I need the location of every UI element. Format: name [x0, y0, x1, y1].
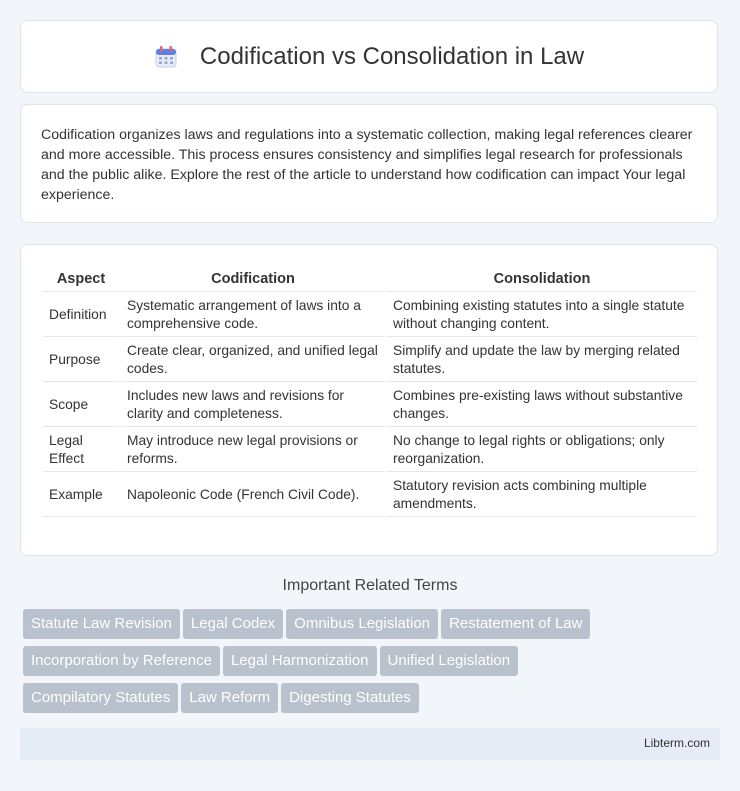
- table-cell: Combines pre-existing laws without substantive changes.: [387, 384, 697, 427]
- intro-text: Codification organizes laws and regulations into a systematic collection, making legal references clearer and more accessible. This process ensures consistency and simplifies legal research for professionals and the public alike. Explore the rest of the article to understand how codification can impact Your legal experience.: [41, 127, 693, 203]
- column-header: Aspect: [43, 267, 119, 292]
- related-term-tag[interactable]: Statute Law Revision: [23, 609, 180, 639]
- table-cell: Legal Effect: [43, 429, 119, 472]
- table-cell: Scope: [43, 384, 119, 427]
- table-cell: Napoleonic Code (French Civil Code).: [121, 474, 385, 517]
- related-term-tag[interactable]: Compilatory Statutes: [23, 683, 178, 713]
- related-term-tag[interactable]: Restatement of Law: [441, 609, 590, 639]
- table-cell: Combining existing statutes into a single statute without changing content.: [387, 294, 697, 337]
- table-cell: Includes new laws and revisions for clarity and completeness.: [121, 384, 385, 427]
- table-cell: Purpose: [43, 339, 119, 382]
- table-row: [43, 474, 697, 517]
- table-row: [43, 384, 697, 427]
- related-term-tag[interactable]: Incorporation by Reference: [23, 646, 220, 676]
- table-cell: Example: [43, 474, 119, 517]
- related-term-tag[interactable]: Legal Codex: [183, 609, 283, 639]
- comparison-card: [20, 244, 718, 556]
- table-cell: No change to legal rights or obligations; only reorganization.: [387, 429, 697, 472]
- column-header: Codification: [121, 267, 385, 292]
- related-term-tag[interactable]: Law Reform: [181, 683, 278, 713]
- header-card: [20, 20, 718, 93]
- table-row: [43, 429, 697, 472]
- footer-link[interactable]: Libterm.com: [643, 736, 710, 750]
- table-cell: Simplify and update the law by merging related statutes.: [387, 339, 697, 382]
- table-cell: Create clear, organized, and unified legal codes.: [121, 339, 385, 382]
- related-term-tag[interactable]: Legal Harmonization: [223, 646, 377, 676]
- table-cell: Systematic arrangement of laws into a comprehensive code.: [121, 294, 385, 337]
- table-header-row: [43, 267, 697, 292]
- related-term-tag[interactable]: Unified Legislation: [380, 646, 519, 676]
- table-cell: Statutory revision acts combining multiple amendments.: [387, 474, 697, 517]
- related-terms-list: [23, 609, 723, 720]
- table-cell: Definition: [43, 294, 119, 337]
- column-header: Consolidation: [387, 267, 697, 292]
- page-title: Codification vs Consolidation in Law: [199, 42, 585, 70]
- related-term-tag[interactable]: Omnibus Legislation: [286, 609, 438, 639]
- table-row: [43, 339, 697, 382]
- related-terms-title: Important Related Terms: [282, 577, 458, 594]
- footer: [20, 728, 720, 760]
- table-row: [43, 294, 697, 337]
- calendar-icon: [154, 45, 178, 69]
- related-term-tag[interactable]: Digesting Statutes: [281, 683, 419, 713]
- comparison-table: [41, 265, 699, 519]
- intro-card: [20, 104, 718, 223]
- table-cell: May introduce new legal provisions or reforms.: [121, 429, 385, 472]
